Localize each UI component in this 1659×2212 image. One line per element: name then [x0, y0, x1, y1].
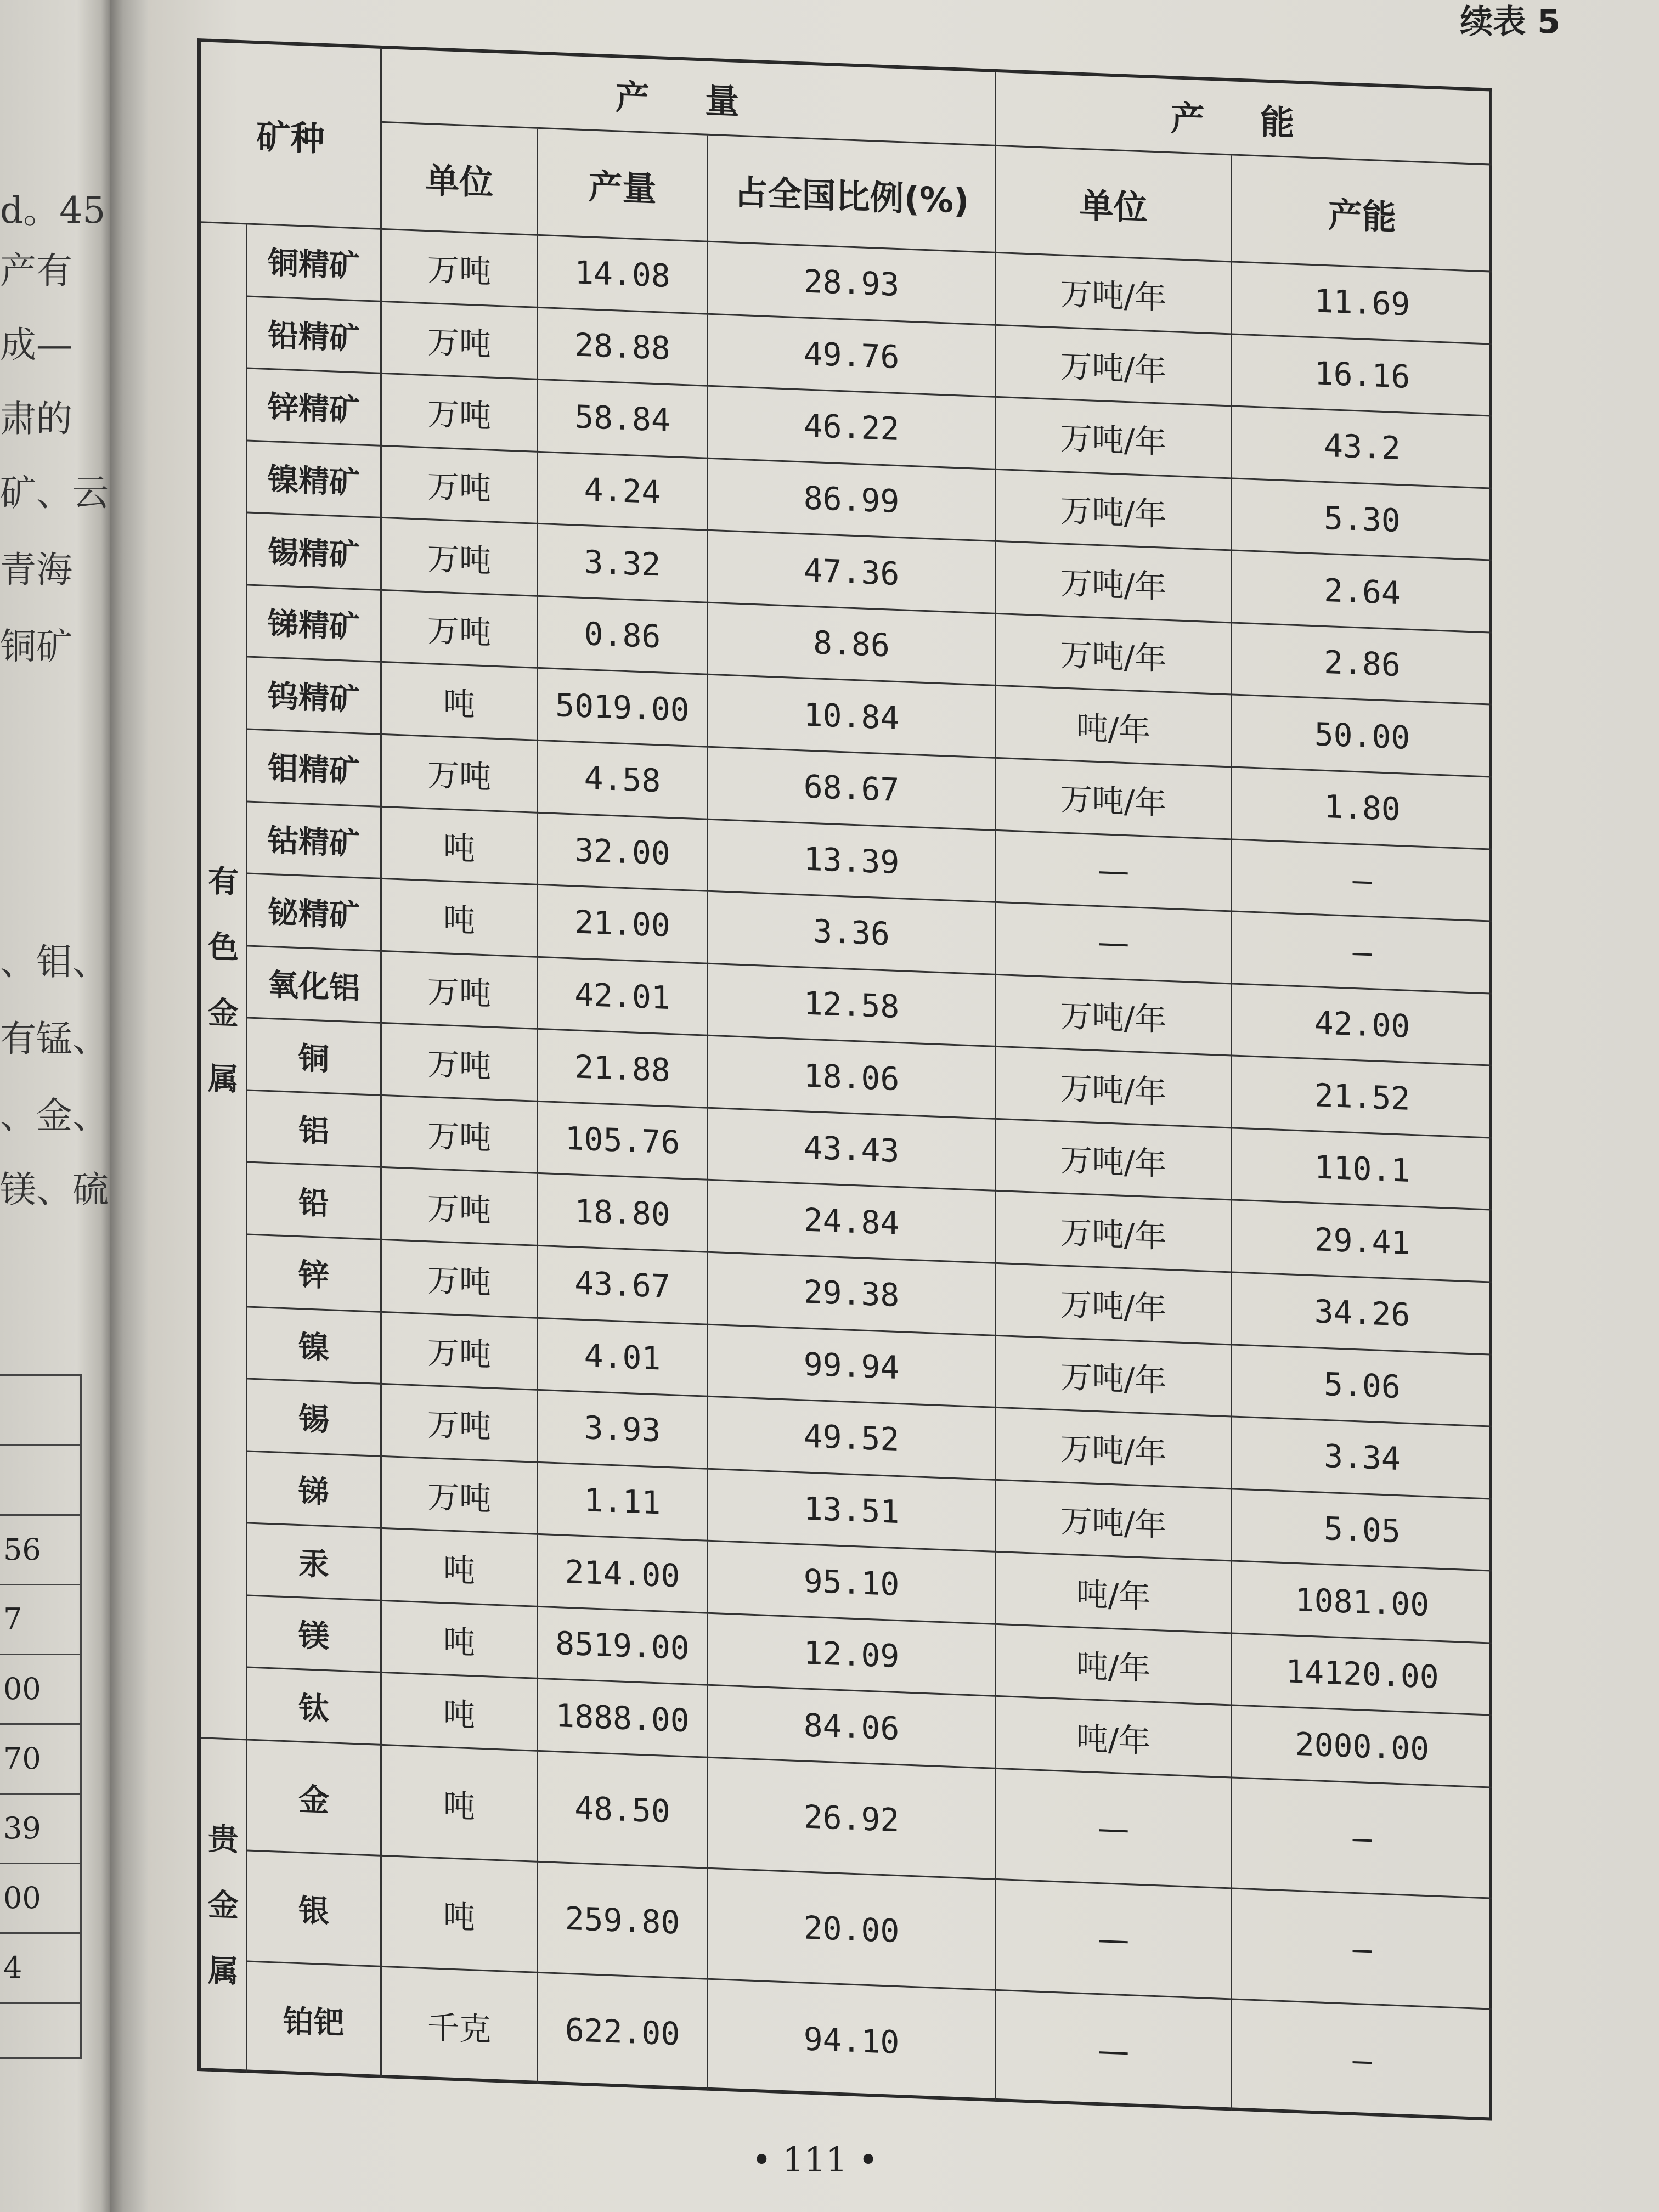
unit-cell: 万吨: [382, 735, 538, 814]
output-cell: 43.67: [538, 1246, 708, 1325]
unit-cell: 万吨: [382, 591, 538, 669]
capacity-cell: —: [1232, 840, 1492, 922]
output-cell: 48.50: [538, 1752, 708, 1869]
output-cell: 42.01: [538, 958, 708, 1036]
unit-cell: 万吨: [382, 1385, 538, 1463]
share-cell: 47.36: [708, 531, 996, 614]
share-cell: 29.38: [708, 1253, 996, 1336]
capacity-cell: —: [1352, 2041, 1372, 2080]
capacity-cell: —: [1232, 1889, 1492, 2010]
capacity-unit-cell: 万吨/年: [996, 542, 1232, 623]
unit-cell: 吨: [382, 879, 538, 958]
share-cell: 99.94: [708, 1325, 996, 1408]
share-cell: 20.00: [708, 1869, 996, 1991]
capacity-cell: 3.34: [1232, 1418, 1492, 1500]
unit-cell: 万吨: [382, 1168, 538, 1246]
left-table-cell: 39: [0, 1795, 80, 1864]
capacity-cell: 2.64: [1232, 551, 1492, 634]
left-page-line: 铜矿: [0, 625, 72, 668]
capacity-cell: 34.26: [1232, 1273, 1492, 1355]
output-cell: 622.00: [538, 1973, 708, 2091]
capacity-unit-cell: —: [996, 831, 1232, 912]
capacity-unit-cell: —: [996, 1991, 1232, 2111]
book-page: [148, 0, 1659, 2212]
category-char: 有: [208, 863, 239, 900]
share-cell: 12.09: [708, 1614, 996, 1697]
mineral-name: 锡: [247, 1380, 382, 1457]
capacity-cell: 14120.00: [1232, 1634, 1492, 1716]
capacity-unit-cell: 万吨/年: [996, 759, 1232, 840]
left-page-line: 镁、硫: [0, 1169, 109, 1211]
capacity-unit-cell: 万吨/年: [996, 1481, 1232, 1562]
capacity-cell: 5.06: [1232, 1345, 1492, 1427]
mineral-name: 银: [247, 1851, 382, 1967]
mineral-name: 铝: [247, 1091, 382, 1168]
share-cell: 12.58: [708, 964, 996, 1047]
share-cell: 84.06: [708, 1686, 996, 1769]
output-cell: 3.32: [538, 524, 708, 603]
unit-cell: 万吨: [382, 302, 538, 380]
mineral-name: 镍: [247, 1307, 382, 1385]
mineral-name: 铋精矿: [247, 874, 382, 952]
output-cell: 4.58: [538, 741, 708, 820]
left-page-line: 产有: [0, 250, 72, 292]
output-cell: 8519.00: [538, 1607, 708, 1686]
output-cell: 32.00: [538, 813, 708, 891]
left-page-table-fragment: [0, 1374, 82, 2059]
unit-cell: 吨: [382, 663, 538, 741]
share-cell: 68.67: [708, 748, 996, 831]
share-cell: 26.92: [708, 1758, 996, 1880]
capacity-cell: 1081.00: [1232, 1562, 1492, 1644]
unit-cell: 吨: [382, 1746, 538, 1863]
capacity-unit-cell: 万吨/年: [996, 614, 1232, 696]
mineral-name: 铅精矿: [247, 297, 382, 374]
mineral-name: 氧化铝: [247, 946, 382, 1024]
share-cell: 18.06: [708, 1036, 996, 1120]
capacity-unit-cell: 吨/年: [996, 686, 1232, 768]
unit-cell: 万吨: [382, 1240, 538, 1319]
unit-cell: 万吨: [382, 1096, 538, 1175]
share-cell: 95.10: [708, 1542, 996, 1625]
capacity-cell: —: [1232, 912, 1492, 995]
output-cell: 3.93: [538, 1391, 708, 1469]
left-page-line: 成—: [0, 324, 72, 366]
capacity-cell: 11.69: [1232, 262, 1492, 345]
share-cell: 94.10: [708, 1980, 996, 2102]
capacity-unit-cell: 万吨/年: [996, 975, 1232, 1057]
mineral-name: 钨精矿: [247, 658, 382, 735]
left-page-line: 矿、云: [0, 472, 109, 514]
share-cell: 46.22: [708, 387, 996, 470]
output-cell: 105.76: [538, 1102, 708, 1181]
left-page-line: 、金、: [0, 1094, 109, 1137]
mineral-name: 锌: [247, 1235, 382, 1312]
mineral-name: 锌精矿: [247, 369, 382, 447]
mineral-name: 铜: [247, 1019, 382, 1096]
mineral-name: 钴精矿: [247, 802, 382, 879]
capacity-unit-cell: 万吨/年: [996, 253, 1232, 335]
output-cell: 0.86: [538, 597, 708, 675]
header-mineral: 矿种: [201, 42, 382, 230]
capacity-cell: 29.41: [1232, 1201, 1492, 1283]
left-table-cell: 56: [0, 1516, 80, 1585]
capacity-unit-cell: 万吨/年: [996, 1408, 1232, 1489]
mineral-name: 锑: [247, 1452, 382, 1529]
left-table-cell: 00: [0, 1655, 80, 1725]
category-char: 属: [208, 1060, 239, 1098]
unit-cell: 万吨: [382, 374, 538, 453]
category-precious: [201, 1739, 247, 2073]
capacity-unit-cell: 万吨/年: [996, 1192, 1232, 1273]
page-number: • 111 •: [752, 2140, 878, 2180]
category-char: 属: [208, 1953, 239, 1990]
mineral-name: 锑精矿: [247, 585, 382, 663]
book-spine: [110, 0, 148, 2212]
left-table-cell: 00: [0, 1864, 80, 1934]
mineral-name: 汞: [247, 1524, 382, 1601]
capacity-unit-cell: —: [996, 903, 1232, 984]
mineral-name: 钼精矿: [247, 730, 382, 807]
header-capacity-unit: 单位: [996, 146, 1232, 263]
unit-cell: 万吨: [382, 1457, 538, 1536]
continued-label: 续表 5: [1460, 3, 1560, 41]
category-nonferrous: [201, 223, 247, 1740]
header-capacity: 产能: [1232, 155, 1492, 272]
category-char: 贵: [208, 1821, 239, 1858]
capacity-unit-cell: 吨/年: [996, 1553, 1232, 1634]
capacity-cell: 5.05: [1232, 1489, 1492, 1572]
table-wrapper: [198, 38, 1492, 2121]
left-table-cell: [0, 1446, 80, 1516]
header-output-group: 产 量: [382, 49, 996, 146]
unit-cell: 万吨: [382, 1312, 538, 1391]
unit-cell: 万吨: [382, 952, 538, 1030]
output-cell: 58.84: [538, 380, 708, 459]
capacity-cell: 110.1: [1232, 1128, 1492, 1211]
capacity-unit-cell: 万吨/年: [996, 1120, 1232, 1201]
mineral-name: 镍精矿: [247, 441, 382, 518]
output-cell: 28.88: [538, 308, 708, 386]
category-char: 色: [208, 929, 239, 966]
mineral-name: 钛: [247, 1668, 382, 1746]
mineral-name: 铜精矿: [247, 224, 382, 302]
unit-cell: 吨: [382, 1673, 538, 1752]
share-cell: 86.99: [708, 459, 996, 542]
capacity-cell: 2000.00: [1232, 1706, 1492, 1788]
capacity-unit-cell: 万吨/年: [996, 1264, 1232, 1345]
capacity-unit-cell: —: [996, 1880, 1232, 2000]
left-page-line: 肃的: [0, 398, 72, 440]
mineral-name: 铂钯: [247, 1962, 382, 2078]
header-unit: 单位: [382, 123, 538, 236]
category-char: 金: [208, 1887, 239, 1924]
share-cell: 13.39: [708, 820, 996, 903]
left-table-cell: 70: [0, 1725, 80, 1795]
capacity-unit-cell: 万吨/年: [996, 1047, 1232, 1128]
left-page-line: 有锰、: [0, 1018, 109, 1060]
output-cell: 259.80: [538, 1863, 708, 1980]
share-cell: 49.52: [708, 1397, 996, 1481]
output-cell: 1.11: [538, 1463, 708, 1542]
unit-cell: 吨: [382, 1857, 538, 1973]
capacity-cell: 1.80: [1232, 768, 1492, 850]
left-page: [0, 0, 110, 2212]
capacity-cell: —: [1232, 1778, 1492, 1899]
left-page-line: 青海: [0, 549, 72, 591]
output-cell: 5019.00: [538, 669, 708, 747]
capacity-cell: 5.30: [1232, 479, 1492, 561]
capacity-cell: 2.86: [1232, 623, 1492, 706]
output-cell: 214.00: [538, 1535, 708, 1613]
share-cell: 43.43: [708, 1109, 996, 1192]
output-cell: 21.88: [538, 1030, 708, 1108]
left-table-cell: [0, 1376, 80, 1446]
share-cell: 10.84: [708, 675, 996, 759]
capacity-cell: 43.2: [1232, 407, 1492, 489]
output-cell: 14.08: [538, 236, 708, 314]
header-output: 产量: [538, 129, 708, 242]
output-cell: 18.80: [538, 1174, 708, 1252]
unit-cell: 万吨: [382, 1024, 538, 1102]
share-cell: 24.84: [708, 1181, 996, 1264]
unit-cell: 吨: [382, 1529, 538, 1607]
output-cell: 21.00: [538, 885, 708, 964]
share-cell: 49.76: [708, 314, 996, 398]
capacity-cell: 42.00: [1232, 984, 1492, 1066]
category-char: 金: [208, 995, 239, 1032]
header-capacity-group: 产 能: [996, 72, 1492, 166]
share-cell: 8.86: [708, 603, 996, 687]
capacity-unit-cell: —: [996, 1769, 1232, 1889]
unit-cell: 万吨: [382, 230, 538, 308]
share-cell: 28.93: [708, 242, 996, 326]
capacity-unit-cell: 吨/年: [996, 1697, 1232, 1778]
unit-cell: 万吨: [382, 447, 538, 525]
capacity-unit-cell: 吨/年: [996, 1625, 1232, 1706]
output-cell: 4.01: [538, 1318, 708, 1397]
left-table-cell: 7: [0, 1585, 80, 1655]
capacity-cell: 50.00: [1232, 696, 1492, 778]
capacity-unit-cell: 万吨/年: [996, 325, 1232, 407]
capacity-unit-cell: 万吨/年: [996, 470, 1232, 551]
output-cell: 1888.00: [538, 1679, 708, 1758]
unit-cell: 千克: [382, 1967, 538, 2084]
unit-cell: 万吨: [382, 518, 538, 597]
share-cell: 3.36: [708, 892, 996, 975]
output-cell: 4.24: [538, 453, 708, 531]
mineral-name: 镁: [247, 1596, 382, 1673]
mineral-output-table: [198, 38, 1492, 2121]
left-page-line: 、钼、: [0, 941, 109, 983]
mineral-name: 锡精矿: [247, 514, 382, 591]
unit-cell: 吨: [382, 1601, 538, 1680]
capacity-cell: 16.16: [1232, 335, 1492, 417]
left-table-cell: 4: [0, 1934, 80, 2004]
capacity-cell: 21.52: [1232, 1057, 1492, 1139]
mineral-name: 金: [247, 1740, 382, 1856]
left-page-line: d。45: [0, 189, 106, 232]
header-share: 占全国比例(%): [708, 136, 996, 253]
mineral-name: 铅: [247, 1163, 382, 1240]
capacity-unit-cell: 万吨/年: [996, 1336, 1232, 1417]
unit-cell: 吨: [382, 807, 538, 885]
share-cell: 13.51: [708, 1469, 996, 1553]
capacity-unit-cell: 万吨/年: [996, 398, 1232, 479]
